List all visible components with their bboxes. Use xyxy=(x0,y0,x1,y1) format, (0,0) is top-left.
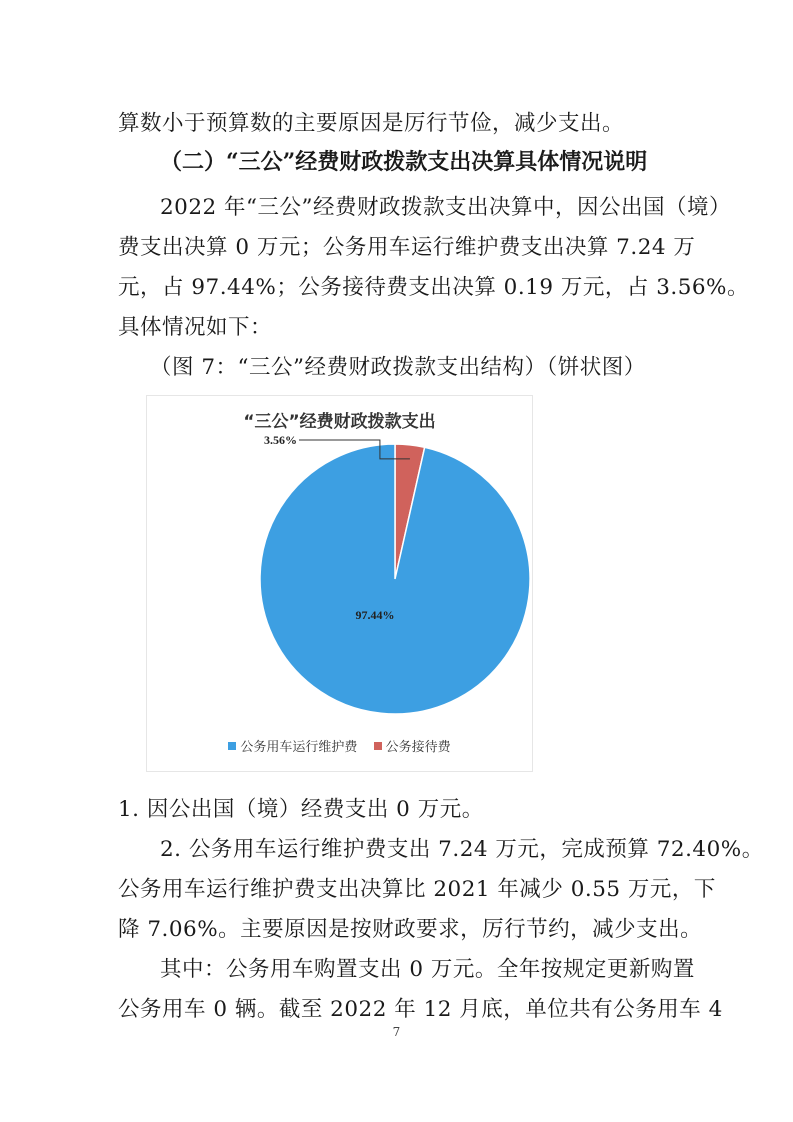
paragraph-line: 费支出决算 0 万元；公务用车运行维护费支出决算 7.24 万 xyxy=(118,235,696,260)
page-number: 7 xyxy=(392,1025,401,1039)
legend-item xyxy=(228,736,357,755)
paragraph-line: 元，占 97.44%；公务接待费支出决算 0.19 万元，占 3.56%。 xyxy=(118,275,749,300)
paragraph-line: 2022 年“三公”经费财政拨款支出决算中，因公出国（境） xyxy=(160,195,732,220)
paragraph-line: 具体情况如下： xyxy=(118,315,273,340)
legend-label: 公务用车运行维护费 xyxy=(240,740,358,755)
figure-caption: （图 7：“三公”经费财政拨款支出结构）（饼状图） xyxy=(150,355,646,380)
legend-item xyxy=(374,736,451,755)
paragraph-line: 算数小于预算数的主要原因是厉行节俭，减少支出。 xyxy=(118,111,625,136)
paragraph-line: 1. 因公出国（境）经费支出 0 万元。 xyxy=(118,797,484,822)
legend-swatch xyxy=(374,742,382,750)
paragraph-line: 公务用车运行维护费支出决算比 2021 年减少 0.55 万元，下 xyxy=(118,877,716,902)
data-label-vehicle: 97.44% xyxy=(355,608,395,622)
chart-title: “三公”经费财政拨款支出 xyxy=(243,412,436,432)
legend-swatch xyxy=(228,742,236,750)
paragraph-line: 其中：公务用车购置支出 0 万元。全年按规定更新购置 xyxy=(160,957,695,982)
paragraph-line: 降 7.06%。主要原因是按财政要求，厉行节约，减少支出。 xyxy=(118,917,703,942)
section-heading: （二）“三公”经费财政拨款支出决算具体情况说明 xyxy=(160,149,648,175)
pie-slice-vehicle xyxy=(260,444,530,714)
paragraph-line: 2. 公务用车运行维护费支出 7.24 万元，完成预算 72.40%。 xyxy=(160,837,764,862)
paragraph-line: 公务用车 0 辆。截至 2022 年 12 月底，单位共有公务用车 4 xyxy=(118,997,723,1022)
pie-chart-frame xyxy=(146,395,533,772)
data-label-reception: 3.56% xyxy=(264,433,297,447)
legend-label: 公务接待费 xyxy=(385,740,451,755)
pie-chart xyxy=(147,396,532,731)
chart-legend xyxy=(147,736,532,755)
